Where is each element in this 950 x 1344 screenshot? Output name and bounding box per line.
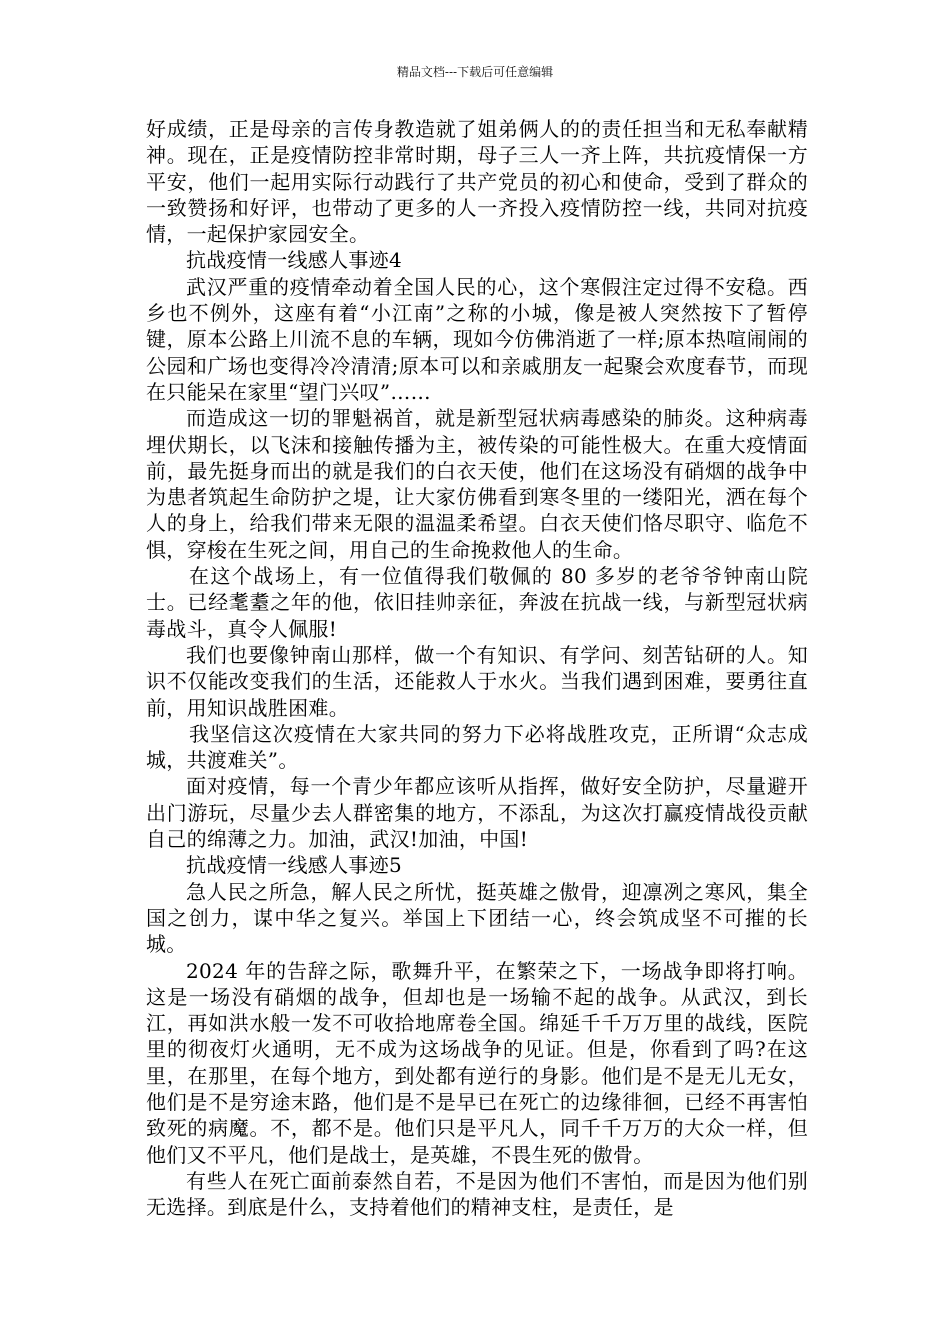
document-body xyxy=(146,116,808,1220)
body-paragraph: 好成绩，正是母亲的言传身教造就了姐弟俩人的的责任担当和无私奉献精神。现在，正是疫情防控非常时期，母子三人一齐上阵，共抗疫情保一方平安，他们一起用实际行动践行了共产党员的初心和使命，受到了群众的一致赞扬和好评，也带动了更多的人一齐投入疫情防控一线，共同对抗疫情，一起保护家园安全。 xyxy=(146,117,808,247)
body-paragraph: 在这个战场上，有一位值得我们敬佩的 80 多岁的老爷爷钟南山院士。已经耄耋之年的他，依旧挂帅亲征，奔波在抗战一线，与新型冠状病毒战斗，真令人佩服! xyxy=(146,564,808,641)
body-paragraph: 急人民之所急，解人民之所忧，挺英雄之傲骨，迎凛冽之寒风，集全国之创力，谋中华之复兴。举国上下团结一心，终会筑成坚不可摧的长城。 xyxy=(146,879,808,957)
body-paragraph: 我坚信这次疫情在大家共同的努力下必将战胜攻克，正所谓“众志成城，共渡难关”。 xyxy=(146,721,808,773)
body-paragraph: 有些人在死亡面前泰然自若，不是因为他们不害怕，而是因为他们别无选择。到底是什么，支持着他们的精神支柱，是责任，是 xyxy=(146,1168,808,1220)
body-paragraph: 而造成这一切的罪魁祸首，就是新型冠状病毒感染的肺炎。这种病毒埋伏期长，以飞沫和接触传播为主，被传染的可能性极大。在重大疫情面前，最先挺身而出的就是我们的白衣天使，他们在这场没有硝烟的战争中为患者筑起生命防护之堤，让大家仿佛看到寒冬里的一缕阳光，洒在每个人的身上，给我们带来无限的温温柔希望。白衣天使们恪尽职守、临危不惧，穿梭在生死之间，用自己的生命挽救他人的生命。 xyxy=(146,406,808,562)
body-paragraph: 面对疫情，每一个青少年都应该听从指挥，做好安全防护，尽量避开出门游玩，尽量少去人群密集的地方，不添乱，为这次打赢疫情战役贡献自己的绵薄之力。加油，武汉!加油，中国! xyxy=(146,774,808,852)
body-paragraph: 2024 年的告辞之际，歌舞升平，在繁荣之下，一场战争即将打响。这是一场没有硝烟的战争，但却也是一场输不起的战争。从武汉，到长江，再如洪水般一发不可收拾地席卷全国。绵延千千万万里的战线，医院里的彻夜灯火通明，无不成为这场战争的见证。但是，你看到了吗?在这里，在那里，在每个地方，到处都有逆行的身影。他们是不是无儿无女，他们是不是穷途末路，他们是不是早已在死亡的边缘徘徊，已经不再害怕致死的病魔。不，都不是。他们只是平凡人，同千千万万的大众一样，但他们又不平凡，他们是战士，是英雄，不畏生死的傲骨。 xyxy=(146,958,808,1167)
section-heading: 抗战疫情一线感人事迹5 xyxy=(186,853,403,878)
body-paragraph: 武汉严重的疫情牵动着全国人民的心，这个寒假注定过得不安稳。西乡也不例外，这座有着“小江南”之称的小城，像是被人突然按下了暂停键，原本公路上川流不息的车辆，现如今仿佛消逝了一样;原本热喧闹闹的公园和广场也变得冷冷清清;原本可以和亲戚朋友一起聚会欢度春节，而现在只能呆在家里“望门兴叹”…… xyxy=(146,274,808,404)
body-paragraph: 我们也要像钟南山那样，做一个有知识、有学问、刻苦钻研的人。知识不仅能改变我们的生活，还能救人于水火。当我们遇到困难，要勇往直前，用知识战胜困难。 xyxy=(146,642,808,720)
page-header: 精品文档---下载后可任意编辑 xyxy=(396,65,554,79)
section-heading: 抗战疫情一线感人事迹4 xyxy=(186,248,403,273)
